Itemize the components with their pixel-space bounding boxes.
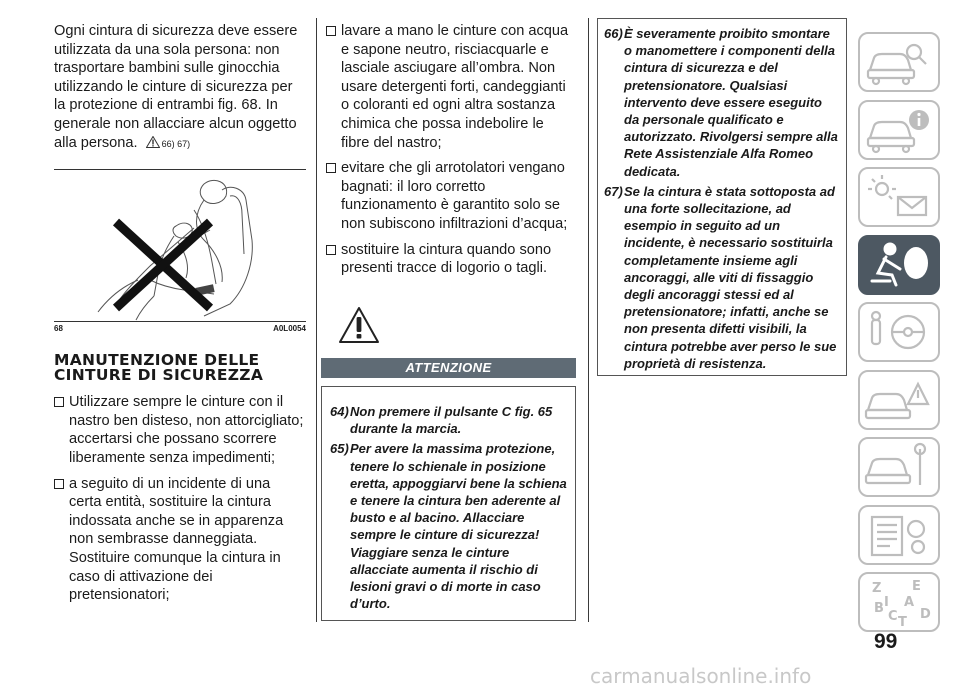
warning-number: 67) <box>604 183 623 199</box>
tab-emergency[interactable] <box>858 370 940 430</box>
warning-item <box>330 440 567 612</box>
warning-box-66-67 <box>597 18 847 376</box>
checkbox-bullet-icon <box>326 26 336 36</box>
bullet-text: a seguito di un incidente di una certa entità, sostituire la cintura indossata anche se in apparenza non sembrasse danneggiata. Sostituire comunque la cintura in caso di attivazione dei pretensionatori; <box>69 475 284 604</box>
car-search-icon <box>860 34 938 90</box>
car-wrench-icon <box>860 439 938 495</box>
index-letter: D <box>920 607 931 622</box>
warning-item <box>604 25 840 180</box>
index-letter: B <box>874 601 884 616</box>
bullet-text: lavare a mano le cinture con acqua e sapone neutro, risciacquarle e lasciale asciugare all’ombra. Non usare detergenti forti, candeggianti o coloranti ed ogni altra sostanza chimica che possa indebolire le fibre del nastro; <box>341 23 569 151</box>
index-letter: Z <box>872 581 882 596</box>
airbag-seat-icon <box>860 237 938 293</box>
figure-68-illustration <box>54 169 306 321</box>
spec-sheet-gear-icon <box>860 507 938 563</box>
index-letter: C <box>888 609 898 624</box>
warning-triangle-icon <box>146 136 160 148</box>
figure-code: A0L0054 <box>273 324 306 334</box>
bullet-text: Utilizzare sempre le cinture con il nastro ben disteso, non attorcigliato; accertarsi che possano scorrere liberamente senza impedimenti; <box>69 394 304 466</box>
prohibited-cross-icon <box>116 222 210 308</box>
alphabet-index-icon <box>860 574 938 630</box>
section-title <box>54 353 306 383</box>
warning-triangle-icon <box>338 306 380 344</box>
checkbox-bullet-icon <box>326 245 336 255</box>
bullet-text: evitare che gli arrotolatori vengano bagnati: il loro corretto funzionamento è garantito solo se non subiscono infiltrazioni d’acqua; <box>341 160 568 232</box>
tab-technical-data[interactable] <box>858 505 940 565</box>
figure-number: 68 <box>54 324 63 334</box>
warning-number: 66) <box>604 26 623 41</box>
warning-box-64-65 <box>321 386 576 621</box>
adult-child-seat-illustration <box>54 170 306 322</box>
car-info-icon <box>860 102 938 158</box>
warning-text: Se la cintura è stata sottoposta ad una forte sollecitazione, ad esempio in seguito ad un incidente, è necessario sostituirla completamente insieme agli ancoraggi, alle viti di fissaggio degli ancoraggi stessi ed al pretensionatore; infatti, anche se non presenta difetti visibili, la cintura potrebbe aver perso le sue proprietà di resistenza. <box>624 183 837 371</box>
bullet-item <box>54 475 306 605</box>
warning-item <box>330 403 567 437</box>
checkbox-bullet-icon <box>54 397 64 407</box>
bullet-item <box>326 241 576 278</box>
index-letter: E <box>912 579 921 594</box>
warning-text: Non premere il pulsante C fig. 65 durante la marcia. <box>350 404 553 437</box>
car-crash-icon <box>860 372 938 428</box>
bullet-text: sostituire la cintura quando sono presenti tracce di logorio o tagli. <box>341 241 552 277</box>
warning-item <box>604 183 840 372</box>
tab-starting-driving[interactable] <box>858 302 940 362</box>
warning-text: Per avere la massima protezione, tenere lo schienale in posizione eretta, appoggiarvi bene la schiena e tenere la cintura ben aderente al busto e al bacino. Allacciare sempre le cinture di sicurezza! Viaggiare senza le cinture allacciate aumenta il rischio di lesioni gravi o di morte in caso d’urto. <box>350 441 567 612</box>
section-title-line-2: CINTURE DI SICUREZZA <box>54 366 264 385</box>
index-letter: I <box>884 595 889 610</box>
column-divider <box>588 18 589 622</box>
tab-safety-airbag[interactable] <box>858 235 940 295</box>
tab-alphabetical-index[interactable] <box>858 572 940 632</box>
column-1 <box>54 22 306 612</box>
tab-car-search[interactable] <box>858 32 940 92</box>
column-divider <box>316 18 317 622</box>
warning-text: È severamente proibito smontare o manomettere i componenti della cintura di sicurezza e del pretensionatore. Qualsiasi intervento deve essere eseguito da personale qualificato e autorizzato. Rivolgersi sempre alla Rete Assistenziale Alfa Romeo dedicata. <box>624 26 838 179</box>
warning-number: 65) <box>330 441 349 457</box>
index-letter: A <box>904 595 915 610</box>
chapter-tabs <box>858 32 940 640</box>
tab-maintenance[interactable] <box>858 437 940 497</box>
steering-wheel-key-icon <box>860 304 938 360</box>
intro-note-refs: 66) 67) <box>161 138 191 149</box>
index-letter: T <box>898 615 907 630</box>
bullet-item <box>326 159 576 233</box>
intro-text: Ogni cintura di sicurezza deve essere utilizzata da una sola persona: non trasportare bambini sulle ginocchia utilizzando le cinture di sicurezza per la protezione di entrambi fig. 68. In generale non allacciare alcun oggetto alla persona. <box>54 23 298 151</box>
checkbox-bullet-icon <box>326 163 336 173</box>
bullet-item <box>54 393 306 467</box>
page-number: 99 <box>874 630 898 653</box>
checkbox-bullet-icon <box>54 479 64 489</box>
column-2 <box>326 22 576 285</box>
bullet-item <box>326 22 576 152</box>
intro-paragraph <box>54 22 306 153</box>
tab-car-info[interactable] <box>858 100 940 160</box>
figure-caption <box>54 321 306 333</box>
watermark: carmanualsonline.info <box>590 664 812 686</box>
warning-number: 64) <box>330 404 349 419</box>
warning-lights-icon <box>860 169 938 225</box>
tab-warning-lights[interactable] <box>858 167 940 227</box>
section-title-line-1: MANUTENZIONE DELLE <box>54 351 260 370</box>
attention-header: ATTENZIONE <box>321 358 576 378</box>
